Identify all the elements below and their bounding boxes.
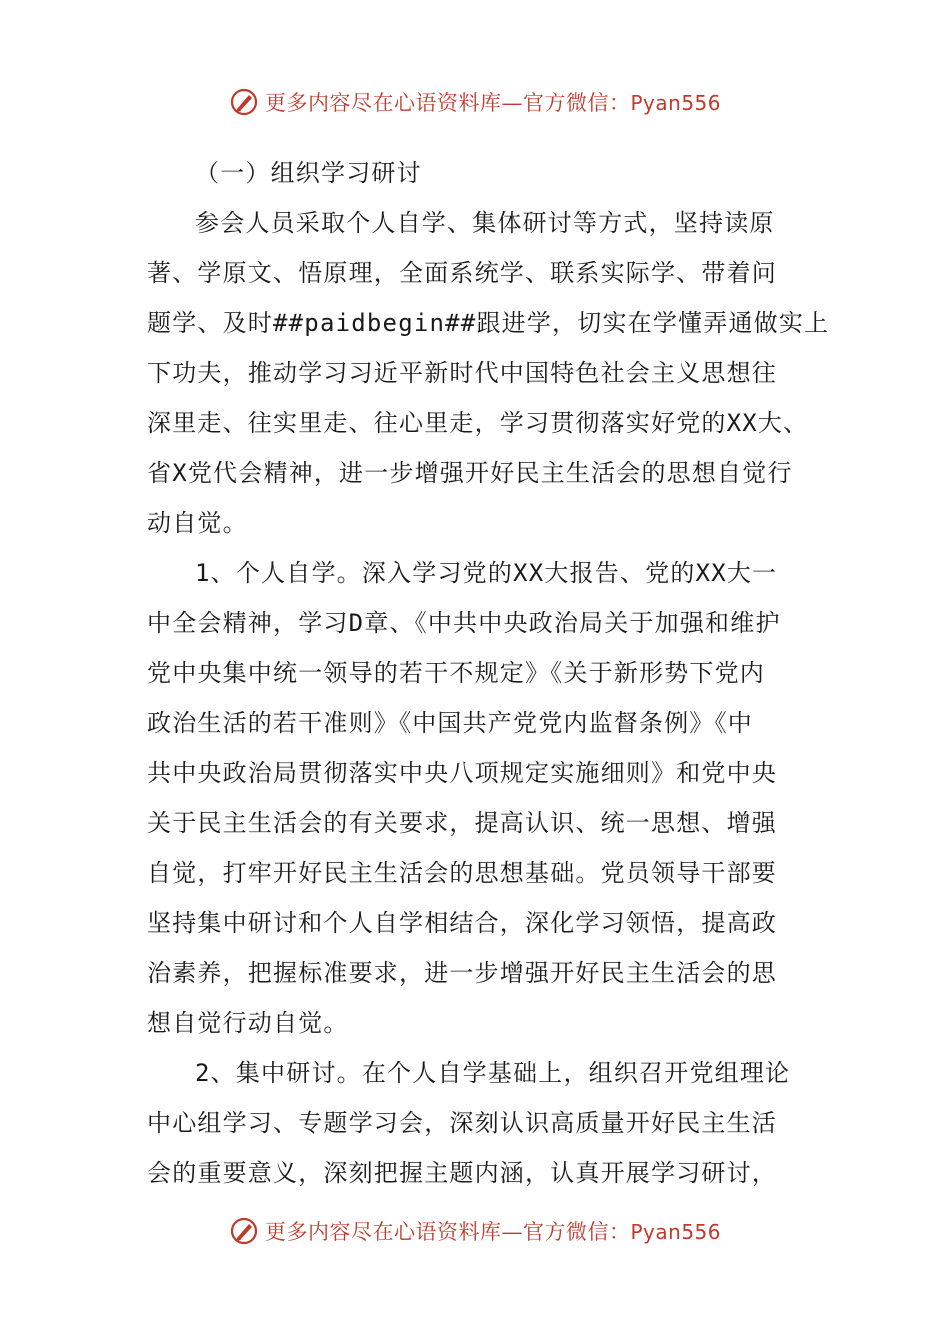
- banner-text: [265, 1216, 721, 1246]
- paragraph-line: 党中央集中统一领导的若干不规定》《关于新形势下党内: [147, 659, 765, 687]
- banner-wechat-id: Pyan556: [630, 1220, 721, 1244]
- pen-logo-icon: [229, 87, 259, 117]
- paragraph-line: 省X党代会精神，进一步增强开好民主生活会的思想自觉行: [147, 459, 793, 487]
- paragraph-line: 共中央政治局贯彻落实中央八项规定实施细则》和党中央: [147, 759, 777, 787]
- paragraph-first-line: 参会人员采取个人自学、集体研讨等方式，坚持读原: [195, 209, 775, 237]
- paragraph-line: 坚持集中研讨和个人自学相结合，深化学习领悟，提高政: [147, 909, 777, 937]
- document-body: [147, 148, 830, 1198]
- paragraph-line: 中全会精神，学习D章、《中共中央政治局关于加强和维护: [147, 609, 781, 637]
- banner-main-text: 更多内容尽在心语资料库—官方微信：: [264, 91, 631, 115]
- paragraph-first-line: 2、集中研讨。在个人自学基础上，组织召开党组理论: [195, 1059, 791, 1087]
- paragraph-line: 中心组学习、专题学习会，深刻认识高质量开好民主生活: [147, 1109, 777, 1137]
- paragraph-line: 政治生活的若干准则》《中国共产党党内监督条例》《中: [147, 709, 753, 737]
- paragraph-line: 自觉，打牢开好民主生活会的思想基础。党员领导干部要: [147, 859, 777, 887]
- paragraph-line: 关于民主生活会的有关要求，提高认识、统一思想、增强: [147, 809, 777, 837]
- footer-watermark-banner: [0, 1211, 950, 1251]
- paragraph-first-line: （一）组织学习研讨: [195, 159, 422, 187]
- pen-logo-icon: [229, 1216, 259, 1246]
- banner-wechat-id: Pyan556: [630, 91, 721, 115]
- banner-text: [265, 87, 721, 117]
- paragraph-line: 深里走、往实里走、往心里走，学习贯彻落实好党的XX大、: [147, 409, 809, 437]
- paragraph-line: 题学、及时##paidbegin##跟进学，切实在学懂弄通做实上: [147, 309, 830, 337]
- paragraph-first-line: 1、个人自学。深入学习党的XX大报告、党的XX大一: [195, 559, 778, 587]
- paragraph-line: 想自觉行动自觉。: [147, 1009, 349, 1037]
- paragraph-line: 治素养，把握标准要求，进一步增强开好民主生活会的思: [147, 959, 777, 987]
- paragraph-line: 著、学原文、悟原理，全面系统学、联系实际学、带着问: [147, 259, 777, 287]
- header-watermark-banner: [0, 82, 950, 122]
- paragraph-line: 动自觉。: [147, 509, 248, 537]
- banner-main-text: 更多内容尽在心语资料库—官方微信：: [264, 1220, 631, 1244]
- paragraph-line: 下功夫，推动学习习近平新时代中国特色社会主义思想往: [147, 359, 777, 387]
- paragraph-line: 会的重要意义，深刻把握主题内涵，认真开展学习研讨，: [147, 1159, 777, 1187]
